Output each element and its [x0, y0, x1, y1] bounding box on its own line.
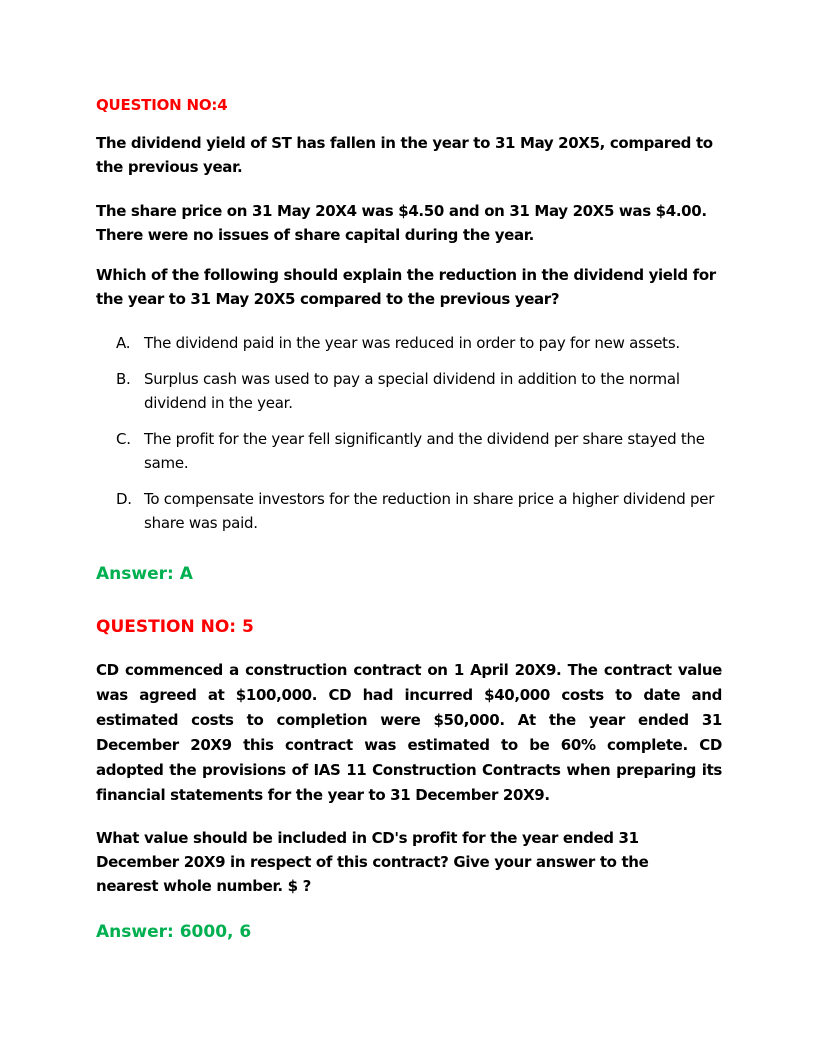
option-b: [116, 367, 722, 415]
question-4-heading: QUESTION NO:4: [96, 96, 228, 114]
option-letter: B.: [116, 370, 131, 388]
question-5-paragraph-2: What value should be included in CD's profit for the year ended 31 December 20X9 in respect of this contract? Give your answer to the nearest whole number. $ ?: [96, 829, 649, 895]
option-text: To compensate investors for the reduction in share price a higher dividend per share was paid.: [144, 490, 715, 532]
option-letter: D.: [116, 490, 132, 508]
option-text: The profit for the year fell significantly and the dividend per share stayed the same.: [144, 430, 705, 472]
question-5-paragraph-1: CD commenced a construction contract on 1 April 20X9. The contract value was agreed at $100,000. CD had incurred $40,000 costs to date and estimated costs to completion were $50,000. At the year ended 31 December 20X9 this contract was estimated to be 60% complete. CD adopted the provisions of IAS 11 Construction Contracts when preparing its financial statements for the year to 31 December 20X9.: [96, 661, 722, 804]
question-4-paragraph-3: Which of the following should explain the reduction in the dividend yield for the year to 31 May 20X5 compared to the previous year?: [96, 266, 716, 308]
question-5-heading: QUESTION NO: 5: [96, 617, 254, 637]
option-c: [116, 427, 722, 475]
question-4-paragraph-2: The share price on 31 May 20X4 was $4.50 and on 31 May 20X5 was $4.00. There were no issues of share capital during the year.: [96, 202, 707, 244]
option-text: The dividend paid in the year was reduced in order to pay for new assets.: [144, 334, 680, 352]
question-4-paragraph-1: The dividend yield of ST has fallen in the year to 31 May 20X5, compared to the previous year.: [96, 134, 713, 176]
option-a: [116, 331, 722, 355]
option-letter: A.: [116, 334, 131, 352]
option-text: Surplus cash was used to pay a special dividend in addition to the normal dividend in the year.: [144, 370, 680, 412]
question-5-answer: Answer: 6000, 6: [96, 922, 252, 942]
option-letter: C.: [116, 430, 131, 448]
question-4-options: [116, 331, 722, 547]
option-d: [116, 487, 722, 535]
question-4-answer: Answer: A: [96, 564, 193, 584]
